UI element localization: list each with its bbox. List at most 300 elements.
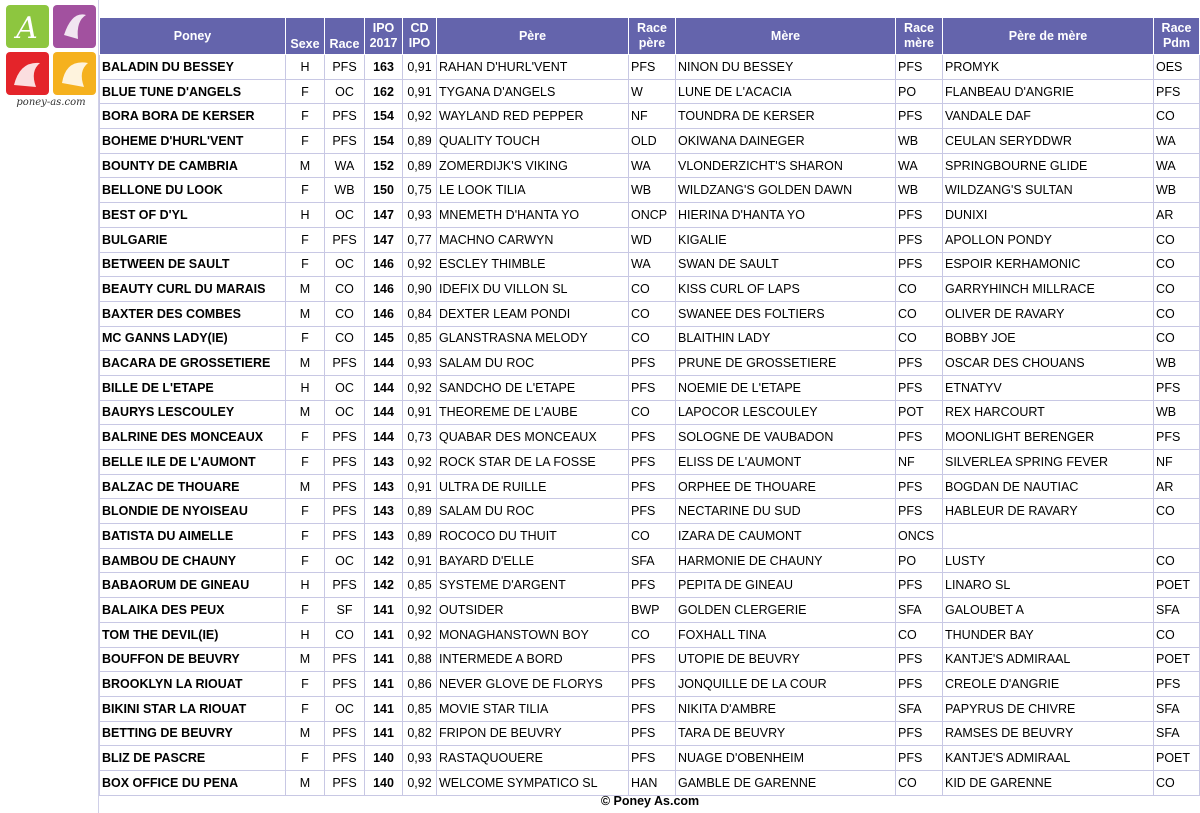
cell-pere[interactable]: MONAGHANSTOWN BOY (437, 622, 629, 647)
cell-cd-ipo[interactable]: 0,91 (403, 79, 437, 104)
cell-mere[interactable]: WILDZANG'S GOLDEN DAWN (676, 178, 896, 203)
cell-sexe[interactable]: F (286, 696, 325, 721)
cell-pere-de-mere[interactable]: DUNIXI (943, 203, 1154, 228)
cell-sexe[interactable]: F (286, 252, 325, 277)
cell-sexe[interactable]: F (286, 178, 325, 203)
cell-poney[interactable]: BROOKLYN LA RIOUAT (100, 672, 286, 697)
cell-ipo-2017[interactable]: 141 (365, 696, 403, 721)
header-race-pere[interactable]: Race père (629, 18, 676, 55)
cell-pere[interactable]: TYGANA D'ANGELS (437, 79, 629, 104)
cell-cd-ipo[interactable]: 0,85 (403, 696, 437, 721)
cell-mere[interactable]: LUNE DE L'ACACIA (676, 79, 896, 104)
cell-race-mere[interactable]: PFS (896, 203, 943, 228)
cell-poney[interactable]: BOUNTY DE CAMBRIA (100, 153, 286, 178)
cell-pere[interactable]: OUTSIDER (437, 598, 629, 623)
cell-poney[interactable]: BEAUTY CURL DU MARAIS (100, 277, 286, 302)
cell-sexe[interactable]: F (286, 598, 325, 623)
cell-race[interactable]: OC (325, 79, 365, 104)
cell-mere[interactable]: UTOPIE DE BEUVRY (676, 647, 896, 672)
cell-ipo-2017[interactable]: 144 (365, 351, 403, 376)
cell-ipo-2017[interactable]: 154 (365, 104, 403, 129)
cell-pere-de-mere[interactable]: PROMYK (943, 55, 1154, 80)
cell-sexe[interactable]: M (286, 721, 325, 746)
cell-ipo-2017[interactable]: 141 (365, 647, 403, 672)
cell-race-mere[interactable]: WB (896, 129, 943, 154)
cell-pere-de-mere[interactable]: FLANBEAU D'ANGRIE (943, 79, 1154, 104)
cell-sexe[interactable]: M (286, 400, 325, 425)
cell-poney[interactable]: BOX OFFICE DU PENA (100, 770, 286, 795)
cell-cd-ipo[interactable]: 0,89 (403, 153, 437, 178)
cell-race-pdm[interactable] (1154, 524, 1200, 549)
cell-pere-de-mere[interactable]: APOLLON PONDY (943, 227, 1154, 252)
cell-mere[interactable]: NUAGE D'OBENHEIM (676, 746, 896, 771)
cell-pere-de-mere[interactable]: KANTJE'S ADMIRAAL (943, 647, 1154, 672)
header-sexe[interactable]: Sexe (286, 18, 325, 55)
cell-race[interactable]: PFS (325, 524, 365, 549)
cell-sexe[interactable]: F (286, 129, 325, 154)
cell-poney[interactable]: BORA BORA DE KERSER (100, 104, 286, 129)
cell-race-pere[interactable]: PFS (629, 474, 676, 499)
header-ipo-2017[interactable]: IPO 2017 (365, 18, 403, 55)
cell-pere[interactable]: ESCLEY THIMBLE (437, 252, 629, 277)
cell-poney[interactable]: BALZAC DE THOUARE (100, 474, 286, 499)
cell-cd-ipo[interactable]: 0,90 (403, 277, 437, 302)
cell-race-pdm[interactable]: WA (1154, 129, 1200, 154)
cell-pere-de-mere[interactable]: SPRINGBOURNE GLIDE (943, 153, 1154, 178)
cell-mere[interactable]: SOLOGNE DE VAUBADON (676, 425, 896, 450)
cell-race-mere[interactable]: WB (896, 178, 943, 203)
cell-pere[interactable]: ZOMERDIJK'S VIKING (437, 153, 629, 178)
cell-pere[interactable]: INTERMEDE A BORD (437, 647, 629, 672)
cell-cd-ipo[interactable]: 0,75 (403, 178, 437, 203)
cell-race-pere[interactable]: W (629, 79, 676, 104)
cell-ipo-2017[interactable]: 154 (365, 129, 403, 154)
cell-cd-ipo[interactable]: 0,92 (403, 252, 437, 277)
cell-pere[interactable]: SALAM DU ROC (437, 499, 629, 524)
cell-race-mere[interactable]: PFS (896, 647, 943, 672)
cell-pere-de-mere[interactable]: CREOLE D'ANGRIE (943, 672, 1154, 697)
cell-cd-ipo[interactable]: 0,91 (403, 400, 437, 425)
cell-pere-de-mere[interactable]: SILVERLEA SPRING FEVER (943, 450, 1154, 475)
cell-race[interactable]: PFS (325, 55, 365, 80)
cell-pere[interactable]: IDEFIX DU VILLON SL (437, 277, 629, 302)
cell-sexe[interactable]: F (286, 524, 325, 549)
cell-race-mere[interactable]: PFS (896, 672, 943, 697)
cell-poney[interactable]: BABAORUM DE GINEAU (100, 573, 286, 598)
cell-mere[interactable]: VLONDERZICHT'S SHARON (676, 153, 896, 178)
cell-mere[interactable]: HIERINA D'HANTA YO (676, 203, 896, 228)
cell-sexe[interactable]: M (286, 647, 325, 672)
cell-mere[interactable]: LAPOCOR LESCOULEY (676, 400, 896, 425)
cell-cd-ipo[interactable]: 0,92 (403, 598, 437, 623)
cell-sexe[interactable]: H (286, 573, 325, 598)
cell-race-pdm[interactable]: AR (1154, 203, 1200, 228)
cell-cd-ipo[interactable]: 0,89 (403, 499, 437, 524)
header-pere[interactable]: Père (437, 18, 629, 55)
cell-ipo-2017[interactable]: 143 (365, 499, 403, 524)
cell-race-pdm[interactable]: WA (1154, 153, 1200, 178)
cell-ipo-2017[interactable]: 146 (365, 301, 403, 326)
cell-race-pdm[interactable]: CO (1154, 227, 1200, 252)
cell-poney[interactable]: BETWEEN DE SAULT (100, 252, 286, 277)
cell-sexe[interactable]: M (286, 277, 325, 302)
cell-poney[interactable]: BALRINE DES MONCEAUX (100, 425, 286, 450)
cell-race-pere[interactable]: PFS (629, 746, 676, 771)
cell-race[interactable]: PFS (325, 770, 365, 795)
cell-mere[interactable]: BLAITHIN LADY (676, 326, 896, 351)
cell-cd-ipo[interactable]: 0,73 (403, 425, 437, 450)
cell-race-mere[interactable]: PFS (896, 375, 943, 400)
cell-race-pere[interactable]: WB (629, 178, 676, 203)
cell-sexe[interactable]: F (286, 227, 325, 252)
cell-sexe[interactable]: H (286, 203, 325, 228)
cell-race[interactable]: PFS (325, 450, 365, 475)
cell-pere[interactable]: WAYLAND RED PEPPER (437, 104, 629, 129)
cell-pere[interactable]: SANDCHO DE L'ETAPE (437, 375, 629, 400)
cell-race-mere[interactable]: PFS (896, 104, 943, 129)
cell-pere-de-mere[interactable]: HABLEUR DE RAVARY (943, 499, 1154, 524)
cell-race-pdm[interactable]: NF (1154, 450, 1200, 475)
cell-poney[interactable]: BACARA DE GROSSETIERE (100, 351, 286, 376)
cell-race-pdm[interactable]: CO (1154, 622, 1200, 647)
cell-ipo-2017[interactable]: 143 (365, 450, 403, 475)
cell-race-pere[interactable]: PFS (629, 55, 676, 80)
cell-race[interactable]: CO (325, 301, 365, 326)
cell-pere[interactable]: FRIPON DE BEUVRY (437, 721, 629, 746)
cell-ipo-2017[interactable]: 146 (365, 277, 403, 302)
cell-pere[interactable]: THEOREME DE L'AUBE (437, 400, 629, 425)
cell-cd-ipo[interactable]: 0,92 (403, 450, 437, 475)
cell-race[interactable]: PFS (325, 227, 365, 252)
cell-race-mere[interactable]: CO (896, 622, 943, 647)
cell-poney[interactable]: BLUE TUNE D'ANGELS (100, 79, 286, 104)
cell-pere-de-mere[interactable]: OSCAR DES CHOUANS (943, 351, 1154, 376)
cell-race-pdm[interactable]: PFS (1154, 79, 1200, 104)
cell-pere[interactable]: ULTRA DE RUILLE (437, 474, 629, 499)
cell-race-pere[interactable]: CO (629, 301, 676, 326)
cell-mere[interactable]: IZARA DE CAUMONT (676, 524, 896, 549)
cell-race[interactable]: CO (325, 622, 365, 647)
cell-race-pdm[interactable]: CO (1154, 104, 1200, 129)
cell-mere[interactable]: GOLDEN CLERGERIE (676, 598, 896, 623)
cell-poney[interactable]: BALADIN DU BESSEY (100, 55, 286, 80)
cell-race-pdm[interactable]: POET (1154, 746, 1200, 771)
cell-race-mere[interactable]: PFS (896, 227, 943, 252)
cell-race-pdm[interactable]: CO (1154, 252, 1200, 277)
cell-race-pdm[interactable]: WB (1154, 178, 1200, 203)
cell-ipo-2017[interactable]: 141 (365, 622, 403, 647)
cell-race-pdm[interactable]: SFA (1154, 696, 1200, 721)
cell-race-mere[interactable]: NF (896, 450, 943, 475)
cell-ipo-2017[interactable]: 147 (365, 203, 403, 228)
cell-ipo-2017[interactable]: 140 (365, 746, 403, 771)
cell-race-pdm[interactable]: CO (1154, 499, 1200, 524)
cell-race-mere[interactable]: CO (896, 770, 943, 795)
cell-cd-ipo[interactable]: 0,85 (403, 573, 437, 598)
cell-race-pdm[interactable]: SFA (1154, 721, 1200, 746)
cell-pere[interactable]: MOVIE STAR TILIA (437, 696, 629, 721)
cell-cd-ipo[interactable]: 0,93 (403, 746, 437, 771)
cell-pere[interactable]: SALAM DU ROC (437, 351, 629, 376)
cell-race[interactable]: OC (325, 252, 365, 277)
cell-race[interactable]: CO (325, 326, 365, 351)
cell-pere-de-mere[interactable]: KANTJE'S ADMIRAAL (943, 746, 1154, 771)
cell-cd-ipo[interactable]: 0,77 (403, 227, 437, 252)
cell-mere[interactable]: SWANEE DES FOLTIERS (676, 301, 896, 326)
cell-pere-de-mere[interactable]: ETNATYV (943, 375, 1154, 400)
cell-ipo-2017[interactable]: 140 (365, 770, 403, 795)
cell-pere-de-mere[interactable]: KID DE GARENNE (943, 770, 1154, 795)
cell-poney[interactable]: BAXTER DES COMBES (100, 301, 286, 326)
cell-race[interactable]: PFS (325, 104, 365, 129)
cell-race-mere[interactable]: PFS (896, 721, 943, 746)
cell-race-pdm[interactable]: CO (1154, 326, 1200, 351)
cell-race[interactable]: PFS (325, 129, 365, 154)
cell-pere-de-mere[interactable]: GALOUBET A (943, 598, 1154, 623)
cell-poney[interactable]: MC GANNS LADY(IE) (100, 326, 286, 351)
cell-cd-ipo[interactable]: 0,93 (403, 351, 437, 376)
cell-race-mere[interactable]: CO (896, 277, 943, 302)
cell-race[interactable]: WB (325, 178, 365, 203)
cell-sexe[interactable]: M (286, 153, 325, 178)
cell-cd-ipo[interactable]: 0,89 (403, 524, 437, 549)
cell-race-pere[interactable]: CO (629, 524, 676, 549)
cell-pere-de-mere[interactable]: VANDALE DAF (943, 104, 1154, 129)
cell-poney[interactable]: BLONDIE DE NYOISEAU (100, 499, 286, 524)
cell-race-mere[interactable]: SFA (896, 696, 943, 721)
cell-race[interactable]: OC (325, 400, 365, 425)
cell-sexe[interactable]: M (286, 474, 325, 499)
header-race[interactable]: Race (325, 18, 365, 55)
cell-race-pere[interactable]: WA (629, 252, 676, 277)
cell-sexe[interactable]: F (286, 499, 325, 524)
cell-race-pdm[interactable]: WB (1154, 400, 1200, 425)
cell-race-pere[interactable]: ONCP (629, 203, 676, 228)
cell-race-pdm[interactable]: SFA (1154, 598, 1200, 623)
cell-poney[interactable]: BELLONE DU LOOK (100, 178, 286, 203)
header-mere[interactable]: Mère (676, 18, 896, 55)
cell-race-pdm[interactable]: WB (1154, 351, 1200, 376)
cell-pere-de-mere[interactable]: BOGDAN DE NAUTIAC (943, 474, 1154, 499)
cell-race-pere[interactable]: NF (629, 104, 676, 129)
cell-cd-ipo[interactable]: 0,86 (403, 672, 437, 697)
cell-race[interactable]: OC (325, 548, 365, 573)
cell-race-pdm[interactable]: CO (1154, 548, 1200, 573)
cell-race-pdm[interactable]: OES (1154, 55, 1200, 80)
cell-mere[interactable]: TARA DE BEUVRY (676, 721, 896, 746)
cell-mere[interactable]: PEPITA DE GINEAU (676, 573, 896, 598)
cell-pere-de-mere[interactable]: MOONLIGHT BERENGER (943, 425, 1154, 450)
cell-pere[interactable]: MNEMETH D'HANTA YO (437, 203, 629, 228)
cell-pere[interactable]: SYSTEME D'ARGENT (437, 573, 629, 598)
cell-ipo-2017[interactable]: 145 (365, 326, 403, 351)
cell-pere-de-mere[interactable]: LINARO SL (943, 573, 1154, 598)
cell-race-pere[interactable]: PFS (629, 450, 676, 475)
cell-poney[interactable]: BILLE DE L'ETAPE (100, 375, 286, 400)
cell-sexe[interactable]: M (286, 301, 325, 326)
cell-sexe[interactable]: H (286, 55, 325, 80)
cell-race-pdm[interactable]: PFS (1154, 425, 1200, 450)
cell-race[interactable]: WA (325, 153, 365, 178)
cell-pere[interactable]: DEXTER LEAM PONDI (437, 301, 629, 326)
cell-pere[interactable]: RAHAN D'HURL'VENT (437, 55, 629, 80)
cell-mere[interactable]: SWAN DE SAULT (676, 252, 896, 277)
cell-poney[interactable]: BELLE ILE DE L'AUMONT (100, 450, 286, 475)
cell-sexe[interactable]: F (286, 326, 325, 351)
cell-ipo-2017[interactable]: 141 (365, 672, 403, 697)
cell-mere[interactable]: HARMONIE DE CHAUNY (676, 548, 896, 573)
cell-cd-ipo[interactable]: 0,91 (403, 55, 437, 80)
cell-race-pdm[interactable]: CO (1154, 301, 1200, 326)
cell-race-mere[interactable]: WA (896, 153, 943, 178)
cell-race-pere[interactable]: CO (629, 400, 676, 425)
cell-sexe[interactable]: F (286, 450, 325, 475)
cell-race-pere[interactable]: WA (629, 153, 676, 178)
cell-race[interactable]: OC (325, 696, 365, 721)
cell-race-mere[interactable]: PFS (896, 746, 943, 771)
cell-race-mere[interactable]: ONCS (896, 524, 943, 549)
cell-race-mere[interactable]: PO (896, 79, 943, 104)
cell-race[interactable]: PFS (325, 573, 365, 598)
cell-cd-ipo[interactable]: 0,92 (403, 104, 437, 129)
cell-mere[interactable]: NECTARINE DU SUD (676, 499, 896, 524)
cell-cd-ipo[interactable]: 0,92 (403, 770, 437, 795)
cell-race[interactable]: PFS (325, 474, 365, 499)
cell-cd-ipo[interactable]: 0,84 (403, 301, 437, 326)
cell-cd-ipo[interactable]: 0,91 (403, 548, 437, 573)
cell-cd-ipo[interactable]: 0,89 (403, 129, 437, 154)
cell-poney[interactable]: BAURYS LESCOULEY (100, 400, 286, 425)
cell-pere-de-mere[interactable]: GARRYHINCH MILLRACE (943, 277, 1154, 302)
cell-pere[interactable]: ROCK STAR DE LA FOSSE (437, 450, 629, 475)
header-pere-de-mere[interactable]: Père de mère (943, 18, 1154, 55)
cell-pere-de-mere[interactable]: CEULAN SERYDDWR (943, 129, 1154, 154)
cell-poney[interactable]: BLIZ DE PASCRE (100, 746, 286, 771)
cell-cd-ipo[interactable]: 0,92 (403, 622, 437, 647)
cell-race-mere[interactable]: CO (896, 326, 943, 351)
cell-sexe[interactable]: F (286, 548, 325, 573)
cell-mere[interactable]: KIGALIE (676, 227, 896, 252)
cell-race-mere[interactable]: PFS (896, 425, 943, 450)
cell-ipo-2017[interactable]: 144 (365, 375, 403, 400)
cell-poney[interactable]: BAMBOU DE CHAUNY (100, 548, 286, 573)
cell-pere-de-mere[interactable]: LUSTY (943, 548, 1154, 573)
cell-race-pere[interactable]: PFS (629, 696, 676, 721)
cell-ipo-2017[interactable]: 141 (365, 721, 403, 746)
cell-race[interactable]: PFS (325, 499, 365, 524)
header-race-pdm[interactable]: Race Pdm (1154, 18, 1200, 55)
cell-race-pdm[interactable]: AR (1154, 474, 1200, 499)
header-poney[interactable]: Poney (100, 18, 286, 55)
cell-pere[interactable]: NEVER GLOVE DE FLORYS (437, 672, 629, 697)
cell-cd-ipo[interactable]: 0,85 (403, 326, 437, 351)
cell-ipo-2017[interactable]: 143 (365, 474, 403, 499)
cell-race-pere[interactable]: PFS (629, 375, 676, 400)
cell-race-mere[interactable]: SFA (896, 598, 943, 623)
cell-pere-de-mere[interactable]: RAMSES DE BEUVRY (943, 721, 1154, 746)
cell-mere[interactable]: ELISS DE L'AUMONT (676, 450, 896, 475)
cell-cd-ipo[interactable]: 0,91 (403, 474, 437, 499)
cell-poney[interactable]: BULGARIE (100, 227, 286, 252)
cell-race[interactable]: SF (325, 598, 365, 623)
cell-pere[interactable]: MACHNO CARWYN (437, 227, 629, 252)
cell-race[interactable]: PFS (325, 425, 365, 450)
cell-pere-de-mere[interactable] (943, 524, 1154, 549)
cell-race[interactable]: PFS (325, 721, 365, 746)
cell-pere[interactable]: QUABAR DES MONCEAUX (437, 425, 629, 450)
cell-pere-de-mere[interactable]: ESPOIR KERHAMONIC (943, 252, 1154, 277)
cell-sexe[interactable]: H (286, 375, 325, 400)
cell-poney[interactable]: BETTING DE BEUVRY (100, 721, 286, 746)
cell-pere[interactable]: RASTAQUOUERE (437, 746, 629, 771)
cell-race-pere[interactable]: BWP (629, 598, 676, 623)
cell-poney[interactable]: BOHEME D'HURL'VENT (100, 129, 286, 154)
cell-race-mere[interactable]: PFS (896, 55, 943, 80)
cell-mere[interactable]: KISS CURL OF LAPS (676, 277, 896, 302)
cell-ipo-2017[interactable]: 141 (365, 598, 403, 623)
cell-ipo-2017[interactable]: 142 (365, 548, 403, 573)
cell-mere[interactable]: GAMBLE DE GARENNE (676, 770, 896, 795)
cell-race-pere[interactable]: PFS (629, 647, 676, 672)
cell-mere[interactable]: NINON DU BESSEY (676, 55, 896, 80)
cell-pere[interactable]: ROCOCO DU THUIT (437, 524, 629, 549)
cell-race-pere[interactable]: CO (629, 622, 676, 647)
cell-race-mere[interactable]: PFS (896, 499, 943, 524)
cell-ipo-2017[interactable]: 146 (365, 252, 403, 277)
cell-sexe[interactable]: F (286, 425, 325, 450)
cell-race-mere[interactable]: PO (896, 548, 943, 573)
cell-sexe[interactable]: F (286, 672, 325, 697)
cell-sexe[interactable]: M (286, 351, 325, 376)
cell-race[interactable]: PFS (325, 647, 365, 672)
cell-race-pere[interactable]: PFS (629, 499, 676, 524)
cell-race-pere[interactable]: HAN (629, 770, 676, 795)
cell-race-pere[interactable]: CO (629, 277, 676, 302)
cell-mere[interactable]: PRUNE DE GROSSETIERE (676, 351, 896, 376)
cell-mere[interactable]: NIKITA D'AMBRE (676, 696, 896, 721)
cell-pere-de-mere[interactable]: WILDZANG'S SULTAN (943, 178, 1154, 203)
cell-sexe[interactable]: H (286, 622, 325, 647)
cell-race[interactable]: OC (325, 203, 365, 228)
cell-race-mere[interactable]: PFS (896, 573, 943, 598)
cell-mere[interactable]: JONQUILLE DE LA COUR (676, 672, 896, 697)
cell-pere[interactable]: QUALITY TOUCH (437, 129, 629, 154)
cell-race[interactable]: OC (325, 375, 365, 400)
cell-race-mere[interactable]: CO (896, 301, 943, 326)
cell-poney[interactable]: BALAIKA DES PEUX (100, 598, 286, 623)
cell-race[interactable]: PFS (325, 672, 365, 697)
cell-pere[interactable]: BAYARD D'ELLE (437, 548, 629, 573)
cell-pere-de-mere[interactable]: THUNDER BAY (943, 622, 1154, 647)
cell-pere[interactable]: LE LOOK TILIA (437, 178, 629, 203)
cell-race-pere[interactable]: PFS (629, 425, 676, 450)
cell-race-pdm[interactable]: PFS (1154, 672, 1200, 697)
cell-ipo-2017[interactable]: 162 (365, 79, 403, 104)
cell-mere[interactable]: OKIWANA DAINEGER (676, 129, 896, 154)
cell-poney[interactable]: BATISTA DU AIMELLE (100, 524, 286, 549)
cell-sexe[interactable]: M (286, 770, 325, 795)
cell-mere[interactable]: NOEMIE DE L'ETAPE (676, 375, 896, 400)
cell-race-mere[interactable]: PFS (896, 252, 943, 277)
cell-mere[interactable]: TOUNDRA DE KERSER (676, 104, 896, 129)
cell-race-pere[interactable]: WD (629, 227, 676, 252)
cell-race[interactable]: PFS (325, 351, 365, 376)
cell-race-pdm[interactable]: CO (1154, 770, 1200, 795)
cell-ipo-2017[interactable]: 144 (365, 400, 403, 425)
cell-sexe[interactable]: F (286, 104, 325, 129)
cell-race-pere[interactable]: PFS (629, 721, 676, 746)
cell-pere-de-mere[interactable]: PAPYRUS DE CHIVRE (943, 696, 1154, 721)
